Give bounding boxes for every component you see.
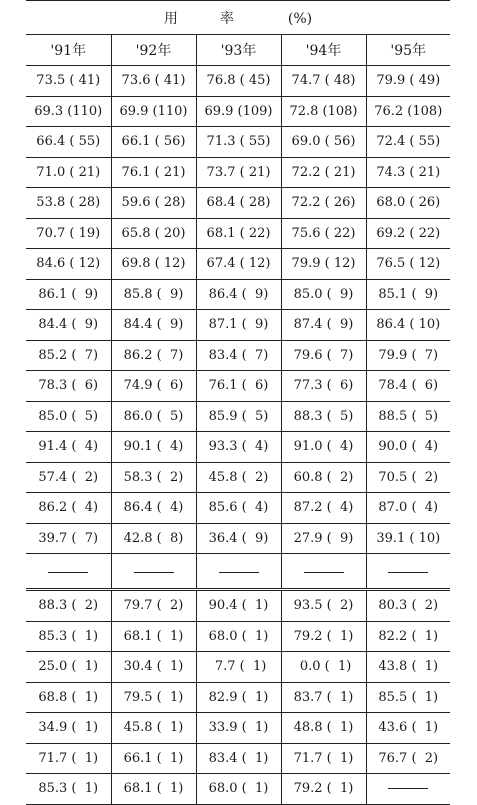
table-row: [26, 188, 450, 219]
table-cell: 93.3 ( 4): [196, 432, 281, 463]
table-cell: 73.5 ( 41): [26, 66, 111, 97]
table-cell: 59.6 ( 28): [111, 188, 196, 219]
table-cell: 68.1 ( 22): [196, 218, 281, 249]
table-cell: 84.6 ( 12): [26, 249, 111, 280]
table-cell: 73.7 ( 21): [196, 157, 281, 188]
table-cell: 66.4 ( 55): [26, 127, 111, 158]
table-cell: 83.7 ( 1): [281, 682, 366, 713]
table-cell: 86.0 ( 5): [111, 401, 196, 432]
table-row: [26, 713, 450, 744]
table-cell: 93.5 ( 2): [281, 590, 366, 622]
separator-cell: [196, 554, 281, 590]
table-cell: 84.4 ( 9): [26, 310, 111, 341]
table-cell: 76.8 ( 45): [196, 66, 281, 97]
table-cell: 76.7 ( 2): [366, 743, 450, 774]
table-cell: 86.2 ( 7): [111, 340, 196, 371]
table-cell: 39.7 ( 7): [26, 523, 111, 554]
table-row: [26, 462, 450, 493]
table-cell: 72.8 (108): [281, 96, 366, 127]
table-cell: 71.7 ( 1): [281, 743, 366, 774]
table-cell: 77.3 ( 6): [281, 371, 366, 402]
table-cell: 87.0 ( 4): [366, 493, 450, 524]
table-cell: 85.0 ( 5): [26, 401, 111, 432]
table-cell: 85.3 ( 1): [26, 621, 111, 652]
table-cell: 69.9 (110): [111, 96, 196, 127]
table-cell: 68.1 ( 1): [111, 774, 196, 805]
dash-line: [134, 572, 174, 573]
table-cell: 85.1 ( 9): [366, 279, 450, 310]
table-cell: 0.0 ( 1): [281, 652, 366, 683]
separator-cell: [281, 554, 366, 590]
table-cell: 66.1 ( 56): [111, 127, 196, 158]
table-cell: 74.9 ( 6): [111, 371, 196, 402]
table-row: [26, 682, 450, 713]
table-row: [26, 401, 450, 432]
table-cell: 79.2 ( 1): [281, 621, 366, 652]
table-cell: 86.4 ( 10): [366, 310, 450, 341]
table-cell: 74.7 ( 48): [281, 66, 366, 97]
table-cell: 83.4 ( 7): [196, 340, 281, 371]
table-cell: 90.0 ( 4): [366, 432, 450, 463]
table-cell: 57.4 ( 2): [26, 462, 111, 493]
table-row: [26, 127, 450, 158]
table-cell: 79.9 ( 12): [281, 249, 366, 280]
year-header: '93年: [196, 35, 281, 66]
table-row: [26, 279, 450, 310]
title-char-2: 率: [219, 10, 234, 27]
title-char-1: 用: [163, 10, 178, 27]
table-cell: 39.1 ( 10): [366, 523, 450, 554]
table-cell: 76.1 ( 21): [111, 157, 196, 188]
table-cell: 71.7 ( 1): [26, 743, 111, 774]
table-cell: 84.4 ( 9): [111, 310, 196, 341]
year-header: '94年: [281, 35, 366, 66]
table-cell: 82.9 ( 1): [196, 682, 281, 713]
table-cell: 85.0 ( 9): [281, 279, 366, 310]
table-cell: 88.5 ( 5): [366, 401, 450, 432]
separator-cell: [111, 554, 196, 590]
table-row: [26, 743, 450, 774]
table-cell: 78.3 ( 6): [26, 371, 111, 402]
table-row: [26, 652, 450, 683]
table-row: [26, 621, 450, 652]
table-cell: 90.4 ( 1): [196, 590, 281, 622]
dash-line: [48, 572, 88, 573]
table-row: [26, 66, 450, 97]
table-cell: 91.0 ( 4): [281, 432, 366, 463]
dash-line: [304, 572, 344, 573]
separator-cell: [366, 554, 450, 590]
table-cell: 83.4 ( 1): [196, 743, 281, 774]
table-cell: 72.4 ( 55): [366, 127, 450, 158]
table-cell: 87.4 ( 9): [281, 310, 366, 341]
table-cell: 91.4 ( 4): [26, 432, 111, 463]
table-cell: 7.7 ( 1): [196, 652, 281, 683]
table-row: [26, 371, 450, 402]
table-cell: 36.4 ( 9): [196, 523, 281, 554]
table-cell: 85.2 ( 7): [26, 340, 111, 371]
table-row: [26, 340, 450, 371]
table-cell: 66.1 ( 1): [111, 743, 196, 774]
table-cell: 88.3 ( 5): [281, 401, 366, 432]
dash-line: [219, 572, 259, 573]
table-cell: 48.8 ( 1): [281, 713, 366, 744]
table-cell: 74.3 ( 21): [366, 157, 450, 188]
table-cell: 79.9 ( 7): [366, 340, 450, 371]
table-cell: 25.0 ( 1): [26, 652, 111, 683]
table-cell: 68.0 ( 1): [196, 774, 281, 805]
table-cell: 43.8 ( 1): [366, 652, 450, 683]
table-cell: 85.3 ( 1): [26, 774, 111, 805]
table-cell: 68.8 ( 1): [26, 682, 111, 713]
dash-line: [388, 788, 428, 789]
document: [26, 0, 450, 805]
table-cell: 85.9 ( 5): [196, 401, 281, 432]
table-cell: 69.2 ( 22): [366, 218, 450, 249]
table-cell: 82.2 ( 1): [366, 621, 450, 652]
title-unit: (%): [287, 10, 313, 27]
table-cell: 79.6 ( 7): [281, 340, 366, 371]
table-cell: 45.8 ( 1): [111, 713, 196, 744]
table-cell: 72.2 ( 21): [281, 157, 366, 188]
table-cell: 42.8 ( 8): [111, 523, 196, 554]
table-cell: 69.3 (110): [26, 96, 111, 127]
table-cell: 45.8 ( 2): [196, 462, 281, 493]
table-cell: 27.9 ( 9): [281, 523, 366, 554]
table-row: [26, 218, 450, 249]
table-cell: 34.9 ( 1): [26, 713, 111, 744]
table-cell: 70.5 ( 2): [366, 462, 450, 493]
table-cell: 80.3 ( 2): [366, 590, 450, 622]
table-row: [26, 96, 450, 127]
table-cell: 86.4 ( 9): [196, 279, 281, 310]
table-cell: 68.4 ( 28): [196, 188, 281, 219]
table-cell: 87.2 ( 4): [281, 493, 366, 524]
table-cell: 85.5 ( 1): [366, 682, 450, 713]
table-cell: 79.2 ( 1): [281, 774, 366, 805]
table-row: [26, 493, 450, 524]
empty-dash-cell: [366, 774, 450, 805]
table-row: [26, 523, 450, 554]
dash-line: [388, 572, 428, 573]
table-cell: 65.8 ( 20): [111, 218, 196, 249]
table-cell: 30.4 ( 1): [111, 652, 196, 683]
table-cell: 69.8 ( 12): [111, 249, 196, 280]
table-cell: 67.4 ( 12): [196, 249, 281, 280]
year-header: '92年: [111, 35, 196, 66]
table-cell: 78.4 ( 6): [366, 371, 450, 402]
table-cell: 85.6 ( 4): [196, 493, 281, 524]
table-cell: 58.3 ( 2): [111, 462, 196, 493]
table-cell: 70.7 ( 19): [26, 218, 111, 249]
separator-row: [26, 554, 450, 590]
separator-cell: [26, 554, 111, 590]
table-title: [26, 1, 450, 35]
table-cell: 71.0 ( 21): [26, 157, 111, 188]
table-cell: 68.1 ( 1): [111, 621, 196, 652]
table-cell: 69.0 ( 56): [281, 127, 366, 158]
table-cell: 79.5 ( 1): [111, 682, 196, 713]
table-cell: 68.0 ( 1): [196, 621, 281, 652]
table-cell: 86.4 ( 4): [111, 493, 196, 524]
table-row: [26, 310, 450, 341]
utilization-table: [26, 0, 450, 805]
table-cell: 43.6 ( 1): [366, 713, 450, 744]
table-cell: 86.2 ( 4): [26, 493, 111, 524]
table-row: [26, 590, 450, 622]
table-cell: 88.3 ( 2): [26, 590, 111, 622]
table-cell: 79.7 ( 2): [111, 590, 196, 622]
table-cell: 33.9 ( 1): [196, 713, 281, 744]
year-header-row: [26, 35, 450, 66]
table-cell: 90.1 ( 4): [111, 432, 196, 463]
year-header: '95年: [366, 35, 450, 66]
table-row: [26, 249, 450, 280]
table-cell: 85.8 ( 9): [111, 279, 196, 310]
table-cell: 86.1 ( 9): [26, 279, 111, 310]
table-cell: 53.8 ( 28): [26, 188, 111, 219]
table-row: [26, 157, 450, 188]
table-cell: 73.6 ( 41): [111, 66, 196, 97]
title-row: [26, 1, 450, 35]
table-cell: 72.2 ( 26): [281, 188, 366, 219]
table-row: [26, 774, 450, 805]
table-cell: 68.0 ( 26): [366, 188, 450, 219]
table-cell: 76.1 ( 6): [196, 371, 281, 402]
table-cell: 76.2 (108): [366, 96, 450, 127]
table-row: [26, 432, 450, 463]
table-cell: 69.9 (109): [196, 96, 281, 127]
year-header: '91年: [26, 35, 111, 66]
table-cell: 71.3 ( 55): [196, 127, 281, 158]
table-cell: 75.6 ( 22): [281, 218, 366, 249]
table-cell: 76.5 ( 12): [366, 249, 450, 280]
table-cell: 79.9 ( 49): [366, 66, 450, 97]
table-cell: 60.8 ( 2): [281, 462, 366, 493]
table-cell: 87.1 ( 9): [196, 310, 281, 341]
